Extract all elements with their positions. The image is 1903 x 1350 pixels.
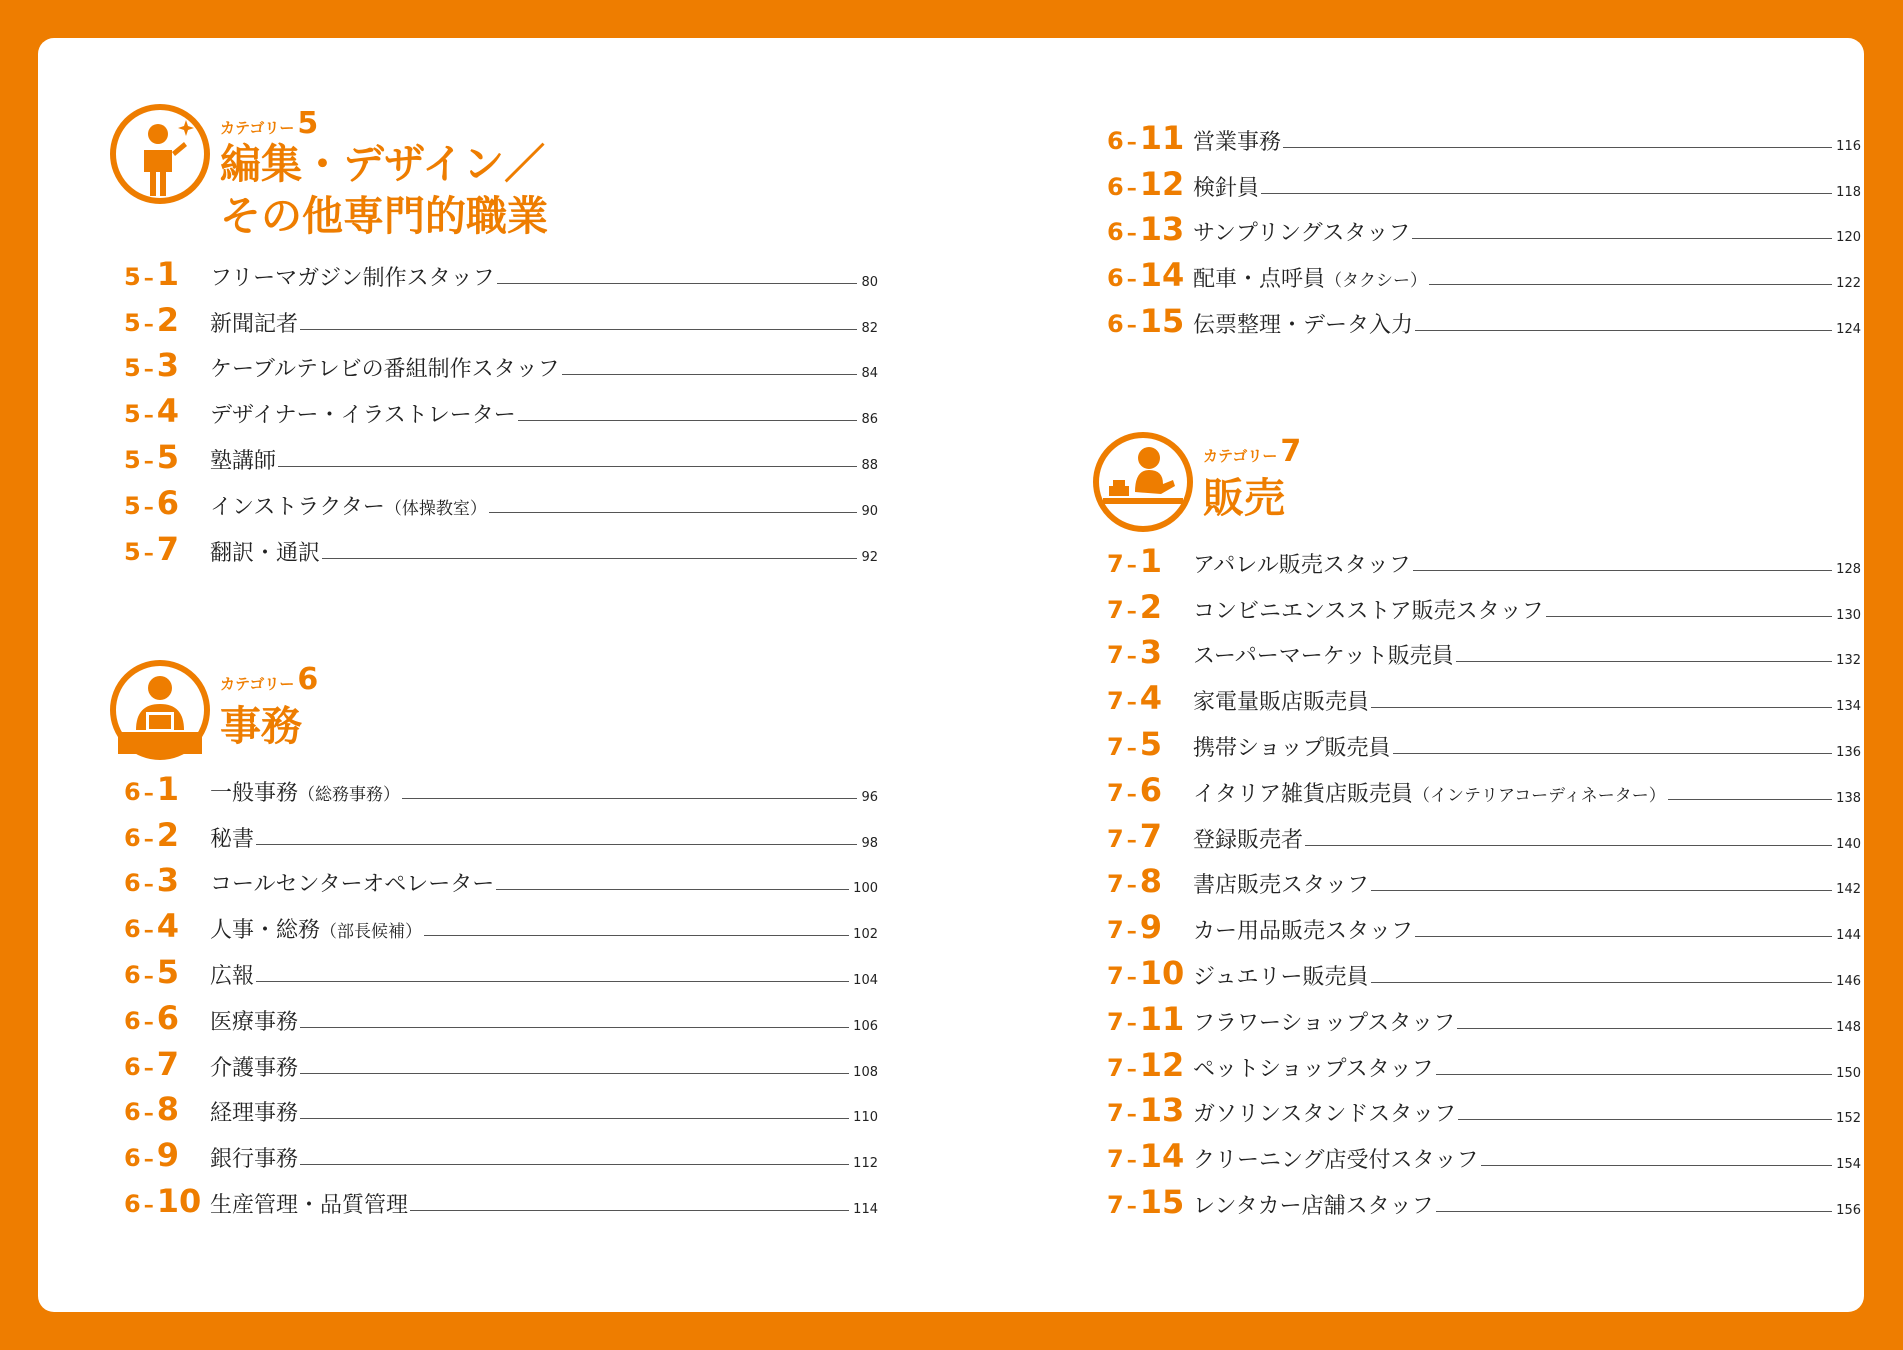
leader-line [300,1073,849,1074]
leader-line [410,1210,849,1211]
entry-title: ガソリンスタンドスタッフ [1193,1102,1457,1128]
entry-page-number: 118 [1836,184,1861,200]
entry-title: 一般事務（総務事務） [210,780,401,806]
entry-page-number: 142 [1836,882,1861,898]
entry-title: 伝票整理・データ入力 [1193,312,1414,338]
entry-number: 7 –1 [1107,541,1162,580]
entry-title: サンプリングスタッフ [1193,221,1411,247]
office-worker-desk-icon [108,658,212,762]
entry-number: 7 –7 [1107,816,1162,855]
toc-entry[interactable] [1061,255,1861,301]
entry-page-number: 128 [1836,561,1861,577]
toc-entry[interactable] [78,529,878,575]
entry-line [210,1009,878,1035]
entry-number: 7 –4 [1107,679,1162,718]
leader-line [322,558,857,559]
entry-page-number: 144 [1836,928,1861,944]
toc-entry[interactable] [1061,541,1861,587]
entry-page-number: 112 [853,1156,878,1172]
toc-entry[interactable] [1061,633,1861,679]
leader-line [256,981,849,982]
toc-entry[interactable] [78,861,878,907]
toc-entry[interactable] [1061,1091,1861,1137]
category-label: カテゴリー 5 [220,106,319,141]
entry-page-number: 108 [853,1064,878,1080]
entry-title: 書店販売スタッフ [1193,873,1370,899]
category-7-header [1091,430,1791,550]
entry-number: 6 –6 [124,998,179,1037]
category-title: 事務 [220,702,302,750]
entry-page-number: 134 [1836,699,1861,715]
entry-number: 5 –5 [124,437,179,476]
toc-entry[interactable] [78,483,878,529]
entry-title: ジュエリー販売員 [1193,964,1369,990]
entry-title: フリーマガジン制作スタッフ [210,265,495,291]
leader-line [1371,707,1832,708]
entry-title: クリーニング店受付スタッフ [1193,1148,1479,1174]
entry-page-number: 130 [1836,607,1861,623]
toc-entry[interactable] [1061,999,1861,1045]
entry-number: 7 –10 [1107,953,1185,992]
leader-line [518,420,858,421]
leader-line [1481,1165,1833,1166]
category-6-header [108,658,808,778]
toc-entry[interactable] [78,815,878,861]
entry-line [210,1103,878,1125]
entry-number: 6 –11 [1107,118,1185,157]
toc-entry[interactable] [1061,907,1861,953]
category-5-list [78,254,878,575]
toc-entry[interactable] [78,1090,878,1136]
category-label: カテゴリー 7 [1203,434,1302,469]
toc-entry[interactable] [78,769,878,815]
leader-line [562,374,858,375]
entry-number: 7 –11 [1107,999,1185,1038]
entry-title: 介護事務 [210,1055,299,1081]
entry-number: 6 –12 [1107,164,1185,203]
entry-number: 6 –9 [124,1136,179,1175]
entry-title: 塾講師 [210,448,277,474]
entry-title: デザイナー・イラストレーター [210,403,516,429]
entry-line [210,311,878,337]
entry-title: イタリア雑貨店販売員（インテリアコーディネーター） [1193,781,1666,807]
toc-entry[interactable] [1061,816,1861,862]
entry-title: 秘書 [210,826,255,852]
entry-line [210,494,878,520]
entry-page-number: 120 [1836,230,1861,246]
entry-page-number: 92 [861,549,878,565]
leader-line [256,844,857,845]
leader-line [1456,661,1832,662]
entry-line [210,1055,878,1081]
entry-title: 検針員 [1193,175,1260,201]
entry-title: 翻訳・通訳 [210,540,321,566]
leader-line [402,798,857,799]
toc-entry[interactable] [1061,1136,1861,1182]
toc-entry[interactable] [78,254,878,300]
entry-title: 新聞記者 [210,311,299,337]
entry-number: 6 –3 [124,861,179,900]
entry-number: 6 –8 [124,1090,179,1129]
entry-number: 6 –1 [124,769,179,808]
entry-page-number: 116 [1836,138,1861,154]
entry-title: 銀行事務 [210,1147,299,1173]
entry-line [210,448,878,474]
leader-line [1413,570,1832,571]
entry-page-number: 140 [1836,836,1861,852]
entry-title: 営業事務 [1193,129,1282,155]
leader-line [1458,1119,1832,1120]
entry-line [1193,1104,1861,1126]
entry-number: 5 –7 [124,529,179,568]
toc-entry[interactable] [1061,1045,1861,1091]
entry-title: 医療事務 [210,1009,299,1035]
entry-line [1193,598,1861,624]
toc-page [38,38,1864,1312]
designer-person-icon [108,102,212,206]
entry-page-number: 138 [1836,790,1861,806]
category-6-list [78,769,878,1227]
entry-line [1193,1193,1861,1219]
entry-number: 5 –4 [124,392,179,431]
toc-entry[interactable] [1061,770,1861,816]
leader-line [1283,147,1832,148]
entry-page-number: 106 [853,1018,878,1034]
entry-page-number: 88 [861,457,878,473]
entry-title: フラワーショップスタッフ [1193,1010,1456,1036]
entry-line [1193,175,1861,201]
entry-page-number: 90 [861,503,878,519]
entry-line [210,540,878,566]
entry-page-number: 80 [861,274,878,290]
leader-line [1371,890,1832,891]
entry-line [1193,964,1861,990]
entry-number: 7 –15 [1107,1182,1185,1221]
entry-title: 経理事務 [210,1101,299,1127]
entry-line [210,826,878,852]
entry-number: 7 –8 [1107,862,1162,901]
entry-page-number: 156 [1836,1202,1861,1218]
entry-page-number: 114 [853,1201,878,1217]
entry-page-number: 122 [1836,276,1861,292]
entry-line [1193,1010,1861,1036]
entry-page-number: 82 [861,320,878,336]
entry-title: スーパーマーケット販売員 [1193,644,1454,670]
entry-line [210,359,878,381]
category-title: 販売 [1203,474,1285,522]
leader-line [1261,193,1832,194]
entry-title: カー用品販売スタッフ [1193,919,1414,945]
entry-line [1193,735,1861,761]
entry-line [210,1149,878,1171]
entry-title: 配車・点呼員（タクシー） [1193,267,1428,293]
leader-line [1429,284,1832,285]
toc-entry[interactable] [78,906,878,952]
entry-line [210,780,878,806]
entry-number: 6 –13 [1107,210,1185,249]
entry-page-number: 110 [853,1110,878,1126]
toc-entry[interactable] [78,1181,878,1227]
leader-line [1436,1074,1832,1075]
entry-page-number: 148 [1836,1019,1861,1035]
shop-clerk-register-icon [1091,430,1195,534]
entry-number: 6 –5 [124,952,179,991]
leader-line [300,1164,849,1165]
category-7-list [1061,541,1861,1228]
entry-title: 人事・総務（部長候補） [210,918,423,944]
toc-entry[interactable] [1061,678,1861,724]
entry-number: 7 –9 [1107,908,1162,947]
entry-line [210,265,878,291]
entry-line [1193,827,1861,853]
leader-line [1415,330,1832,331]
entry-number: 7 –12 [1107,1045,1185,1084]
leader-line [1412,238,1832,239]
category-5-header [108,102,808,240]
entry-title: 広報 [210,963,255,989]
entry-title: レンタカー店舗スタッフ [1193,1193,1434,1219]
leader-line [1415,936,1832,937]
entry-line [1193,875,1861,897]
entry-line [210,405,878,427]
leader-line [300,1027,849,1028]
entry-title: インストラクター（体操教室） [210,494,487,520]
entry-number: 7 –3 [1107,633,1162,672]
entry-title: 生産管理・品質管理 [210,1192,409,1218]
entry-page-number: 100 [853,881,878,897]
leader-line [1546,616,1832,617]
entry-page-number: 96 [861,789,878,805]
entry-line [1193,781,1861,807]
entry-line [210,920,878,942]
leader-line [1436,1211,1833,1212]
entry-page-number: 146 [1836,973,1861,989]
entry-line [210,874,878,896]
entry-page-number: 136 [1836,744,1861,760]
entry-line [1193,269,1861,291]
entry-line [1193,1056,1861,1082]
toc-entry[interactable] [1061,724,1861,770]
entry-line [1193,552,1861,578]
leader-line [497,283,858,284]
toc-entry[interactable] [1061,301,1861,347]
entry-number: 7 –14 [1107,1137,1185,1176]
entry-line [210,1192,878,1218]
entry-line [1193,1150,1861,1172]
leader-line [300,329,857,330]
entry-line [1193,646,1861,668]
entry-page-number: 104 [853,972,878,988]
entry-title: コンビニエンスストア販売スタッフ [1193,598,1544,624]
toc-entry[interactable] [1061,164,1861,210]
entry-number: 6 –15 [1107,301,1185,340]
entry-title: 家電量販店販売員 [1193,690,1370,716]
leader-line [1457,1028,1832,1029]
category-6-list-continued [1061,118,1861,347]
leader-line [1371,982,1833,983]
toc-entry[interactable] [78,437,878,483]
leader-line [1668,799,1832,800]
leader-line [300,1118,849,1119]
toc-entry[interactable] [78,1044,878,1090]
entry-number: 6 –2 [124,815,179,854]
leader-line [489,512,858,513]
entry-line [1193,312,1861,338]
leader-line [496,889,849,890]
toc-entry[interactable] [78,346,878,392]
entry-page-number: 102 [853,927,878,943]
category-label: カテゴリー 6 [220,662,319,697]
toc-entry[interactable] [78,998,878,1044]
entry-page-number: 152 [1836,1111,1861,1127]
leader-line [1393,753,1833,754]
entry-number: 7 –13 [1107,1091,1185,1130]
entry-number: 6 –4 [124,907,179,946]
toc-entry[interactable] [1061,953,1861,999]
entry-title: アパレル販売スタッフ [1193,552,1411,578]
leader-line [424,935,849,936]
entry-line [1193,223,1861,245]
entry-title: コールセンターオペレーター [210,872,495,898]
toc-entry[interactable] [1061,210,1861,256]
entry-number: 5 –6 [124,483,179,522]
category-title: 編集・デザイン／ その他専門的職業 [220,140,548,240]
toc-entry[interactable] [1061,1182,1861,1228]
entry-page-number: 154 [1836,1157,1861,1173]
entry-page-number: 86 [861,412,878,428]
entry-number: 5 –3 [124,346,179,385]
toc-entry[interactable] [78,391,878,437]
entry-number: 6 –14 [1107,256,1185,295]
toc-entry[interactable] [1061,862,1861,908]
entry-line [1193,129,1861,155]
entry-number: 6 –10 [124,1181,202,1220]
entry-number: 7 –6 [1107,770,1162,809]
entry-number: 7 –2 [1107,587,1162,626]
entry-page-number: 84 [861,366,878,382]
entry-title: ペットショップスタッフ [1193,1056,1434,1082]
entry-number: 5 –1 [124,254,179,293]
toc-entry[interactable] [1061,118,1861,164]
entry-number: 6 –7 [124,1044,179,1083]
leader-line [278,466,857,467]
entry-page-number: 98 [861,835,878,851]
toc-entry[interactable] [78,1135,878,1181]
entry-title: 登録販売者 [1193,827,1304,853]
entry-line [1193,692,1861,714]
entry-page-number: 124 [1836,321,1861,337]
entry-line [210,963,878,989]
toc-entry[interactable] [78,300,878,346]
entry-number: 5 –2 [124,300,179,339]
entry-page-number: 150 [1836,1065,1861,1081]
entry-title: 携帯ショップ販売員 [1193,735,1391,761]
entry-page-number: 132 [1836,653,1861,669]
entry-number: 7 –5 [1107,724,1162,763]
toc-entry[interactable] [78,952,878,998]
leader-line [1305,845,1832,846]
toc-entry[interactable] [1061,587,1861,633]
entry-line [1193,921,1861,943]
entry-title: ケーブルテレビの番組制作スタッフ [210,357,560,383]
